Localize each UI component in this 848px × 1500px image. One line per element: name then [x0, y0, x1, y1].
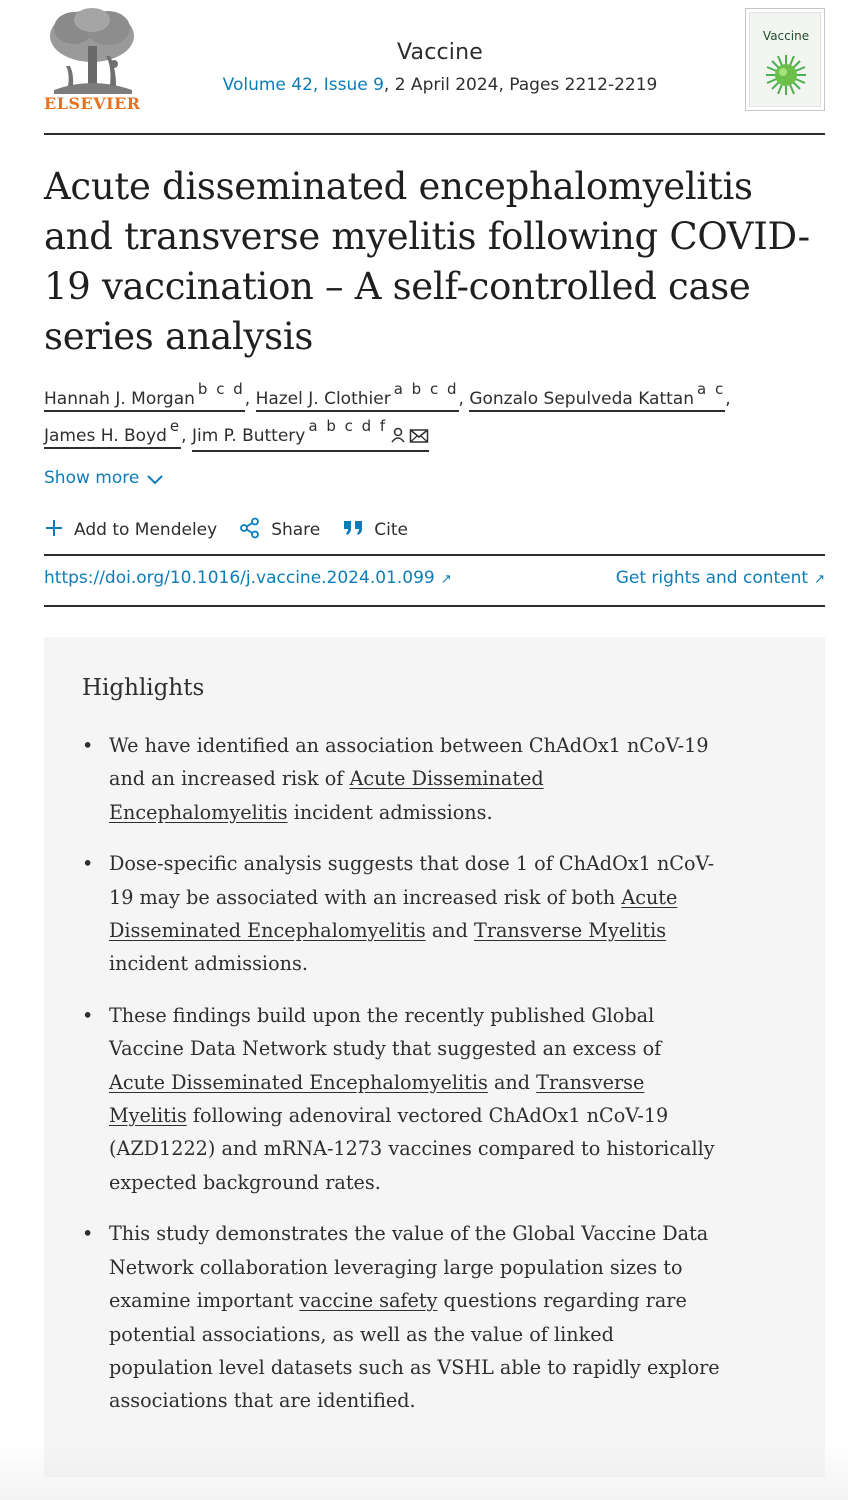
journal-meta — [170, 75, 710, 95]
show-more-label: Show more — [44, 468, 140, 488]
topic-link[interactable]: vaccine safety — [299, 1289, 438, 1313]
mendeley-label: Add to Mendeley — [74, 520, 218, 540]
plus-icon — [44, 518, 74, 543]
highlights-list — [82, 729, 722, 1436]
author-name: Jim P. Buttery — [191, 426, 306, 446]
author-list: Hannah J. Morgan $^{b c d}$, Hazel J. Clothier $^{a b c d}$, Gonzalo Sepulveda Kattan $^{a c}$, James H. Boyd $^e$, Jim P. Buttery $^{a b c d f}$ — [44, 378, 824, 452]
envelope-icon — [409, 428, 429, 450]
highlight-text: questions regarding rare potential associations, as well as the value of linked population level datasets such as VSHL able to rapidly explore associations that are identified. — [109, 1289, 720, 1413]
external-arrow-icon: ↗ — [814, 572, 825, 587]
author-name: Hazel J. Clothier — [255, 389, 391, 409]
author-name: James H. Boyd — [44, 426, 167, 446]
virus-illustration-icon — [764, 53, 808, 101]
affiliation-marks: a b c d f — [308, 417, 388, 435]
journal-header — [0, 0, 848, 134]
highlight-item — [82, 729, 722, 829]
highlight-text: following adenoviral vectored ChAdOx1 nCoV-19 (AZD1222) and mRNA-1273 vaccines compared to historically expected background rates. — [109, 1104, 715, 1194]
author-link[interactable] — [469, 378, 725, 412]
highlight-text: This study demonstrates the value of the Global Vaccine Data Network collaboration leveraging large population sizes to examine important — [109, 1222, 709, 1313]
author-name: Hannah J. Morgan — [44, 389, 195, 409]
journal-name[interactable]: Vaccine — [396, 40, 483, 65]
topic-link[interactable]: Transverse Myelitis — [474, 919, 667, 943]
highlight-item — [82, 847, 722, 981]
affiliation-marks: b c d — [197, 380, 245, 398]
highlight-text: incident admissions. — [109, 952, 308, 976]
chevron-down-icon — [139, 468, 163, 488]
author-link-corresponding[interactable] — [192, 415, 429, 452]
doi-text: https://doi.org/10.1016/j.vaccine.2024.01.099 — [44, 568, 435, 588]
cover-page — [749, 12, 821, 107]
cite-label: Cite — [374, 520, 408, 540]
share-label: Share — [271, 520, 321, 540]
highlight-text: Dose-specific analysis suggests that dose 1 of ChAdOx1 nCoV-19 may be associated with an increased risk of both — [109, 852, 715, 909]
topic-link[interactable]: Acute Disseminated Encephalomyelitis — [109, 885, 678, 943]
topic-link[interactable]: Transverse Myelitis — [109, 1070, 645, 1128]
rights-and-content-link[interactable] — [616, 568, 825, 588]
highlight-text: incident admissions. — [287, 800, 493, 824]
cite-button[interactable] — [342, 518, 408, 543]
date-pages: , 2 April 2024, Pages 2212-2219 — [383, 75, 658, 95]
highlight-item — [82, 1217, 722, 1417]
share-button[interactable] — [239, 517, 320, 544]
header-divider — [44, 133, 825, 135]
author-name: Gonzalo Sepulveda Kattan — [469, 389, 694, 409]
author-link[interactable] — [256, 378, 459, 412]
highlight-text: We have identified an association between ChAdOx1 nCoV-19 and an increased risk of — [109, 734, 709, 791]
external-arrow-icon: ↗ — [440, 572, 452, 587]
rights-text: Get rights and content — [615, 568, 809, 588]
doi-row — [44, 568, 825, 596]
doi-divider — [44, 605, 825, 607]
quote-icon — [342, 518, 374, 543]
article-title: Acute disseminated encephalomyelitis and transverse myelitis following COVID-19 vaccination – A self-controlled case series analysis — [44, 165, 810, 358]
highlight-item — [82, 999, 722, 1199]
author-link[interactable] — [44, 378, 245, 412]
highlights-heading: Highlights — [82, 675, 205, 701]
show-more-button[interactable] — [44, 468, 163, 488]
person-icon — [389, 426, 407, 450]
add-to-mendeley-button[interactable] — [44, 518, 217, 543]
highlights-section — [44, 637, 825, 1477]
author-link[interactable] — [44, 415, 181, 449]
highlight-text: and — [425, 919, 475, 943]
journal-info — [170, 40, 710, 95]
topic-link[interactable]: Acute Disseminated Encephalomyelitis — [109, 1070, 488, 1094]
topic-link[interactable]: Acute Disseminated Encephalomyelitis — [109, 767, 544, 824]
affiliation-marks: e — [169, 417, 182, 435]
share-icon — [239, 517, 271, 544]
highlight-text: These findings build upon the recently published Global Vaccine Data Network study that suggested an excess of — [109, 1003, 662, 1061]
affiliation-marks: a b c d — [393, 380, 459, 398]
cover-title: Vaccine — [762, 29, 810, 43]
highlight-text: and — [487, 1070, 537, 1094]
publisher-wordmark: ELSEVIER — [44, 94, 141, 113]
volume-issue-link[interactable]: Volume 42, Issue 9 — [222, 75, 384, 95]
doi-link[interactable] — [44, 568, 452, 588]
article-actions — [44, 516, 430, 544]
affiliation-marks: a c — [697, 380, 726, 398]
actions-divider — [44, 554, 825, 556]
journal-cover-thumbnail[interactable] — [745, 8, 825, 111]
